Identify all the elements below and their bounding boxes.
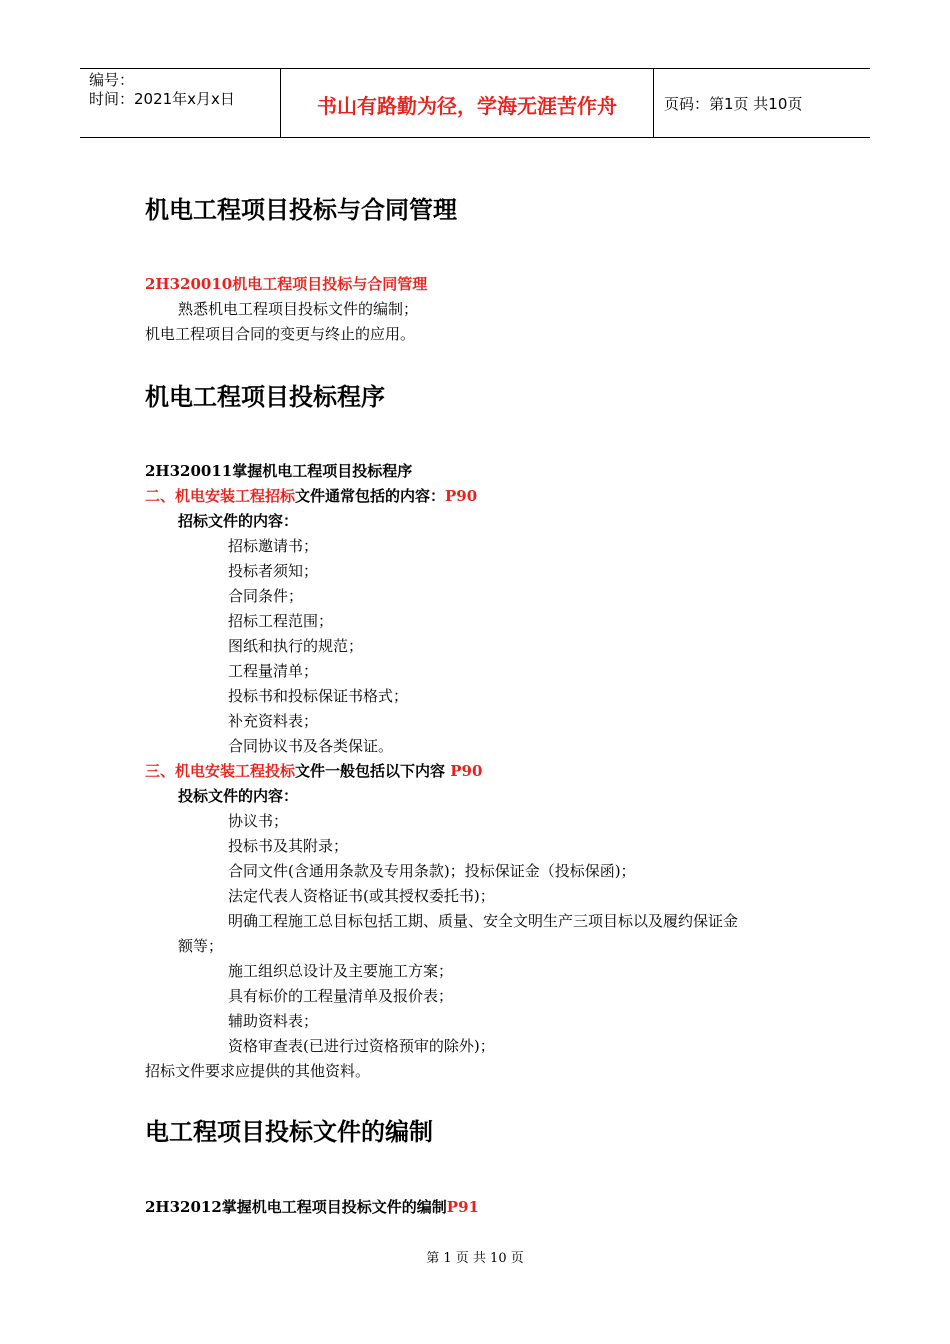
- item-2-heading: 二、机电安装工程招标文件通常包括的内容：P90: [145, 487, 478, 505]
- list-item: 合同条件；: [228, 587, 304, 605]
- header-page-info: 页码：第1页 共10页: [664, 94, 803, 113]
- serial-label: 编号：: [89, 71, 135, 89]
- item-3-heading: 三、机电安装工程投标文件一般包括以下内容 P90: [145, 762, 483, 780]
- list-item: 辅助资料表；: [228, 1012, 319, 1030]
- section-code-2: 2H320011掌握机电工程项目投标程序: [145, 462, 413, 480]
- header-motto: 书山有路勤为径，学海无涯苦作舟: [281, 69, 654, 137]
- date-label: 时间：2021年x月x日: [89, 90, 235, 108]
- list-item: 补充资料表；: [228, 712, 319, 730]
- list-item: 招标工程范围；: [228, 612, 334, 630]
- list-item: 合同协议书及各类保证。: [228, 737, 394, 755]
- list-item: 投标书和投标保证书格式；: [228, 687, 409, 705]
- list-item: 投标书及其附录；: [228, 837, 349, 855]
- page-footer: 第 1 页 共 10 页: [426, 1251, 524, 1266]
- list-item: 投标者须知；: [228, 562, 319, 580]
- zb-title: 招标文件的内容：: [178, 512, 299, 530]
- heading-3: 电工程项目投标文件的编制: [145, 1117, 433, 1146]
- list-item: 具有标价的工程量清单及报价表；: [228, 987, 454, 1005]
- list-item: 合同文件(含通用条款及专用条款)；投标保证金（投标保函)；: [228, 862, 636, 880]
- tb-title: 投标文件的内容：: [178, 787, 299, 805]
- list-item: 明确工程施工总目标包括工期、质量、安全文明生产三项目标以及履约保证金: [228, 912, 739, 930]
- list-item: 法定代表人资格证书(或其授权委托书)；: [228, 887, 495, 905]
- sec1-line-1: 熟悉机电工程项目投标文件的编制；: [178, 300, 419, 318]
- list-item-last: 招标文件要求应提供的其他资料。: [145, 1062, 371, 1080]
- list-item: 工程量清单；: [228, 662, 319, 680]
- list-item: 图纸和执行的规范；: [228, 637, 364, 655]
- heading-1: 机电工程项目投标与合同管理: [145, 195, 457, 224]
- section-code-1: 2H320010机电工程项目投标与合同管理: [145, 275, 428, 293]
- list-item: 资格审查表(已进行过资格预审的除外)；: [228, 1037, 495, 1055]
- list-item: 招标邀请书；: [228, 537, 319, 555]
- sec1-line-2: 机电工程项目合同的变更与终止的应用。: [145, 325, 416, 343]
- section-code-3: 2H32012掌握机电工程项目投标文件的编制P91: [145, 1198, 479, 1216]
- list-item: 施工组织总设计及主要施工方案；: [228, 962, 454, 980]
- page-header: [80, 68, 870, 138]
- list-item-wrap: 额等；: [178, 937, 224, 955]
- header-meta: [80, 69, 281, 137]
- heading-2: 机电工程项目投标程序: [145, 382, 385, 411]
- list-item: 协议书；: [228, 812, 289, 830]
